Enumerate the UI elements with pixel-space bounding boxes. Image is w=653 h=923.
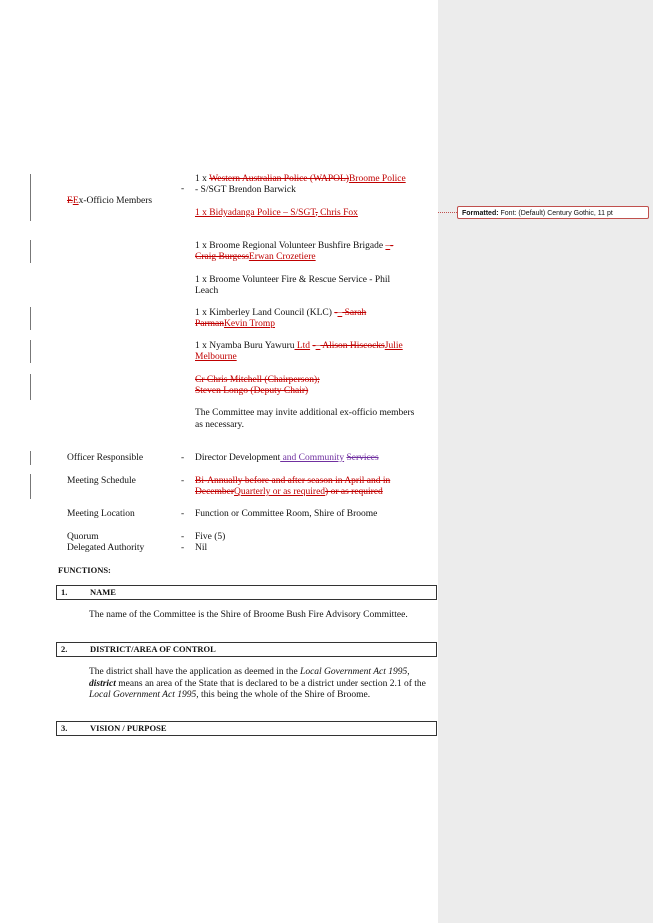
member-bidyadanga: 1 x Bidyadanga Police – S/SGT, Chris Fox <box>195 208 358 218</box>
delegated-authority-label: Delegated Authority <box>67 543 145 553</box>
delegated-authority-value: Nil <box>195 543 208 553</box>
comment-margin-panel <box>438 0 653 923</box>
member-police: 1 x Western Australian Police (WAPOL)Broome Police <box>195 174 406 184</box>
section-heading-vision: 3. VISION / PURPOSE <box>56 721 437 736</box>
member-fire-rescue-name: Leach <box>195 286 219 296</box>
section-district-body: The district shall have the application as deemed in the Local Government Act 1995, district means an area of the State that is declared to be a district under section 2.1 of the Local Government Act 1995, this being the whole of the Shire of Broome. <box>89 667 426 700</box>
member-fire-rescue: 1 x Broome Volunteer Fire & Rescue Service - Phil <box>195 275 391 285</box>
comment-label: Formatted: <box>462 210 499 217</box>
member-klc-name: ParmanKevin Tromp <box>195 319 275 329</box>
officer-responsible-label: Officer Responsible <box>67 453 144 463</box>
members-invite-note: The Committee may invite additional ex-officio members as necessary. <box>195 408 415 430</box>
change-bar <box>30 474 31 499</box>
change-bar <box>30 174 31 221</box>
meeting-location-label: Meeting Location <box>67 509 135 519</box>
quorum-dash: - <box>181 532 185 542</box>
meeting-schedule-value-line2: DecemberQuarterly or as required) or as required <box>195 487 383 497</box>
officer-responsible-value: Director Development and Community Services <box>195 453 379 463</box>
ex-officio-label: EEx-Officio Members <box>67 196 153 206</box>
quorum-label: Quorum <box>67 532 99 542</box>
member-nyamba-name: Melbourne <box>195 352 237 362</box>
change-bar <box>30 374 31 400</box>
members-dash: - <box>181 184 185 194</box>
member-bushfire-brigade: 1 x Broome Regional Volunteer Bushfire Brigade –- <box>195 241 394 251</box>
meeting-schedule-value-line1: Bi-Annually before and after season in April and in <box>195 476 391 486</box>
member-chairperson: Cr Chris Mitchell (Chairperson); <box>195 375 320 385</box>
member-bushfire-name: Craig BurgessErwan Crozetiere <box>195 252 316 262</box>
section-heading-district: 2. DISTRICT/AREA OF CONTROL <box>56 642 437 657</box>
quorum-value: Five (5) <box>195 532 226 542</box>
change-bar <box>30 451 31 465</box>
officer-responsible-dash: - <box>181 453 185 463</box>
member-klc: 1 x Kimberley Land Council (KLC) -– Sarah <box>195 308 367 318</box>
meeting-location-dash: - <box>181 509 185 519</box>
meeting-schedule-label: Meeting Schedule <box>67 476 136 486</box>
meeting-location-value: Function or Committee Room, Shire of Broome <box>195 509 378 519</box>
section-heading-name: 1. NAME <box>56 585 437 600</box>
comment-connector-line <box>438 212 457 213</box>
member-nyamba: 1 x Nyamba Buru Yawuru Ltd -– Alison HiscocksJulie <box>195 341 403 351</box>
change-bar <box>30 307 31 330</box>
delegated-authority-dash: - <box>181 543 185 553</box>
functions-heading: FUNCTIONS: <box>58 565 111 575</box>
change-bar <box>30 240 31 263</box>
member-deputy-chair: Steven Longo (Deputy Chair) <box>195 386 309 396</box>
comment-text: Font: (Default) Century Gothic, 11 pt <box>500 210 613 217</box>
member-police-officer: - S/SGT Brendon Barwick <box>195 185 296 195</box>
formatting-comment-balloon[interactable] <box>457 206 649 219</box>
meeting-schedule-dash: - <box>181 476 185 486</box>
section-name-body: The name of the Committee is the Shire of Broome Bush Fire Advisory Committee. <box>89 610 408 620</box>
change-bar <box>30 340 31 363</box>
